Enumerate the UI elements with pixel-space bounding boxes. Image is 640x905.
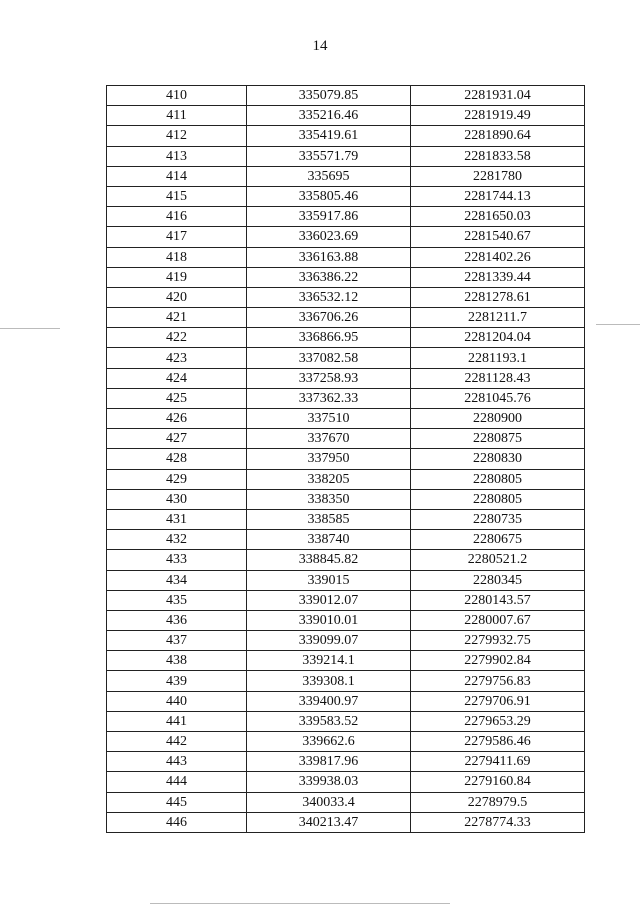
y-coordinate-cell: 2281128.43 bbox=[411, 368, 585, 388]
x-coordinate-cell: 338585 bbox=[247, 509, 411, 529]
scan-artifact-bottom bbox=[150, 903, 450, 904]
table-row bbox=[107, 732, 585, 752]
y-coordinate-cell: 2281890.64 bbox=[411, 126, 585, 146]
point-number-cell: 446 bbox=[107, 812, 247, 832]
point-number-cell: 431 bbox=[107, 509, 247, 529]
x-coordinate-cell: 337670 bbox=[247, 429, 411, 449]
point-number-cell: 413 bbox=[107, 146, 247, 166]
point-number-cell: 430 bbox=[107, 489, 247, 509]
y-coordinate-cell: 2280900 bbox=[411, 409, 585, 429]
y-coordinate-cell: 2281931.04 bbox=[411, 86, 585, 106]
x-coordinate-cell: 339662.6 bbox=[247, 732, 411, 752]
y-coordinate-cell: 2279706.91 bbox=[411, 691, 585, 711]
table-row bbox=[107, 752, 585, 772]
table-row bbox=[107, 227, 585, 247]
x-coordinate-cell: 336163.88 bbox=[247, 247, 411, 267]
x-coordinate-cell: 338350 bbox=[247, 489, 411, 509]
point-number-cell: 423 bbox=[107, 348, 247, 368]
point-number-cell: 417 bbox=[107, 227, 247, 247]
table-row bbox=[107, 207, 585, 227]
x-coordinate-cell: 335695 bbox=[247, 166, 411, 186]
point-number-cell: 437 bbox=[107, 631, 247, 651]
point-number-cell: 434 bbox=[107, 570, 247, 590]
table-row bbox=[107, 308, 585, 328]
point-number-cell: 424 bbox=[107, 368, 247, 388]
y-coordinate-cell: 2279586.46 bbox=[411, 732, 585, 752]
table-row bbox=[107, 469, 585, 489]
point-number-cell: 425 bbox=[107, 388, 247, 408]
x-coordinate-cell: 339400.97 bbox=[247, 691, 411, 711]
point-number-cell: 415 bbox=[107, 186, 247, 206]
table-row bbox=[107, 489, 585, 509]
table-row bbox=[107, 590, 585, 610]
y-coordinate-cell: 2280830 bbox=[411, 449, 585, 469]
y-coordinate-cell: 2279653.29 bbox=[411, 711, 585, 731]
x-coordinate-cell: 335419.61 bbox=[247, 126, 411, 146]
y-coordinate-cell: 2281833.58 bbox=[411, 146, 585, 166]
y-coordinate-cell: 2280143.57 bbox=[411, 590, 585, 610]
table-row bbox=[107, 86, 585, 106]
y-coordinate-cell: 2280675 bbox=[411, 530, 585, 550]
x-coordinate-cell: 338740 bbox=[247, 530, 411, 550]
table-row bbox=[107, 287, 585, 307]
x-coordinate-cell: 335805.46 bbox=[247, 186, 411, 206]
y-coordinate-cell: 2278774.33 bbox=[411, 812, 585, 832]
point-number-cell: 436 bbox=[107, 610, 247, 630]
table-row bbox=[107, 671, 585, 691]
table-row bbox=[107, 328, 585, 348]
x-coordinate-cell: 335571.79 bbox=[247, 146, 411, 166]
y-coordinate-cell: 2281780 bbox=[411, 166, 585, 186]
y-coordinate-cell: 2280805 bbox=[411, 489, 585, 509]
y-coordinate-cell: 2281402.26 bbox=[411, 247, 585, 267]
y-coordinate-cell: 2280345 bbox=[411, 570, 585, 590]
x-coordinate-cell: 339010.01 bbox=[247, 610, 411, 630]
x-coordinate-cell: 335079.85 bbox=[247, 86, 411, 106]
y-coordinate-cell: 2278979.5 bbox=[411, 792, 585, 812]
x-coordinate-cell: 337950 bbox=[247, 449, 411, 469]
scan-artifact-right bbox=[596, 324, 640, 325]
table-row bbox=[107, 368, 585, 388]
y-coordinate-cell: 2280735 bbox=[411, 509, 585, 529]
x-coordinate-cell: 336023.69 bbox=[247, 227, 411, 247]
x-coordinate-cell: 339817.96 bbox=[247, 752, 411, 772]
x-coordinate-cell: 338845.82 bbox=[247, 550, 411, 570]
table-row bbox=[107, 166, 585, 186]
y-coordinate-cell: 2281204.04 bbox=[411, 328, 585, 348]
table-row bbox=[107, 711, 585, 731]
table-row bbox=[107, 146, 585, 166]
y-coordinate-cell: 2279411.69 bbox=[411, 752, 585, 772]
table-row bbox=[107, 772, 585, 792]
y-coordinate-cell: 2281193.1 bbox=[411, 348, 585, 368]
x-coordinate-cell: 336532.12 bbox=[247, 287, 411, 307]
point-number-cell: 410 bbox=[107, 86, 247, 106]
table-row bbox=[107, 348, 585, 368]
x-coordinate-cell: 337362.33 bbox=[247, 388, 411, 408]
y-coordinate-cell: 2281650.03 bbox=[411, 207, 585, 227]
table-row bbox=[107, 691, 585, 711]
point-number-cell: 440 bbox=[107, 691, 247, 711]
x-coordinate-cell: 340213.47 bbox=[247, 812, 411, 832]
x-coordinate-cell: 337082.58 bbox=[247, 348, 411, 368]
point-number-cell: 433 bbox=[107, 550, 247, 570]
scan-artifact-left bbox=[0, 328, 60, 329]
point-number-cell: 414 bbox=[107, 166, 247, 186]
point-number-cell: 418 bbox=[107, 247, 247, 267]
y-coordinate-cell: 2281919.49 bbox=[411, 106, 585, 126]
table-row bbox=[107, 247, 585, 267]
table-row bbox=[107, 610, 585, 630]
y-coordinate-cell: 2281339.44 bbox=[411, 267, 585, 287]
y-coordinate-cell: 2279756.83 bbox=[411, 671, 585, 691]
table-row bbox=[107, 388, 585, 408]
y-coordinate-cell: 2280805 bbox=[411, 469, 585, 489]
x-coordinate-cell: 339308.1 bbox=[247, 671, 411, 691]
x-coordinate-cell: 336706.26 bbox=[247, 308, 411, 328]
y-coordinate-cell: 2280007.67 bbox=[411, 610, 585, 630]
x-coordinate-cell: 340033.4 bbox=[247, 792, 411, 812]
table-row bbox=[107, 792, 585, 812]
point-number-cell: 426 bbox=[107, 409, 247, 429]
x-coordinate-cell: 339099.07 bbox=[247, 631, 411, 651]
y-coordinate-cell: 2281278.61 bbox=[411, 287, 585, 307]
point-number-cell: 416 bbox=[107, 207, 247, 227]
table-row bbox=[107, 530, 585, 550]
x-coordinate-cell: 338205 bbox=[247, 469, 411, 489]
table-row bbox=[107, 106, 585, 126]
y-coordinate-cell: 2281045.76 bbox=[411, 388, 585, 408]
table-row bbox=[107, 409, 585, 429]
point-number-cell: 411 bbox=[107, 106, 247, 126]
point-number-cell: 412 bbox=[107, 126, 247, 146]
y-coordinate-cell: 2279902.84 bbox=[411, 651, 585, 671]
y-coordinate-cell: 2280521.2 bbox=[411, 550, 585, 570]
coordinates-table bbox=[106, 85, 585, 833]
table-row bbox=[107, 126, 585, 146]
table-row bbox=[107, 449, 585, 469]
table-row bbox=[107, 570, 585, 590]
x-coordinate-cell: 337510 bbox=[247, 409, 411, 429]
y-coordinate-cell: 2281540.67 bbox=[411, 227, 585, 247]
y-coordinate-cell: 2281744.13 bbox=[411, 186, 585, 206]
table-row bbox=[107, 651, 585, 671]
y-coordinate-cell: 2279932.75 bbox=[411, 631, 585, 651]
x-coordinate-cell: 335917.86 bbox=[247, 207, 411, 227]
x-coordinate-cell: 335216.46 bbox=[247, 106, 411, 126]
point-number-cell: 432 bbox=[107, 530, 247, 550]
point-number-cell: 421 bbox=[107, 308, 247, 328]
page-number: 14 bbox=[312, 38, 328, 54]
y-coordinate-cell: 2279160.84 bbox=[411, 772, 585, 792]
table-row bbox=[107, 812, 585, 832]
table-row bbox=[107, 631, 585, 651]
x-coordinate-cell: 336866.95 bbox=[247, 328, 411, 348]
table-row bbox=[107, 509, 585, 529]
point-number-cell: 427 bbox=[107, 429, 247, 449]
point-number-cell: 419 bbox=[107, 267, 247, 287]
x-coordinate-cell: 339015 bbox=[247, 570, 411, 590]
point-number-cell: 428 bbox=[107, 449, 247, 469]
point-number-cell: 443 bbox=[107, 752, 247, 772]
x-coordinate-cell: 339938.03 bbox=[247, 772, 411, 792]
x-coordinate-cell: 337258.93 bbox=[247, 368, 411, 388]
table-row bbox=[107, 429, 585, 449]
point-number-cell: 429 bbox=[107, 469, 247, 489]
table-row bbox=[107, 186, 585, 206]
point-number-cell: 439 bbox=[107, 671, 247, 691]
y-coordinate-cell: 2281211.7 bbox=[411, 308, 585, 328]
point-number-cell: 438 bbox=[107, 651, 247, 671]
table-row bbox=[107, 550, 585, 570]
point-number-cell: 422 bbox=[107, 328, 247, 348]
y-coordinate-cell: 2280875 bbox=[411, 429, 585, 449]
point-number-cell: 441 bbox=[107, 711, 247, 731]
x-coordinate-cell: 339012.07 bbox=[247, 590, 411, 610]
x-coordinate-cell: 336386.22 bbox=[247, 267, 411, 287]
point-number-cell: 442 bbox=[107, 732, 247, 752]
table-body bbox=[107, 86, 585, 833]
x-coordinate-cell: 339214.1 bbox=[247, 651, 411, 671]
point-number-cell: 445 bbox=[107, 792, 247, 812]
x-coordinate-cell: 339583.52 bbox=[247, 711, 411, 731]
table-row bbox=[107, 267, 585, 287]
point-number-cell: 435 bbox=[107, 590, 247, 610]
point-number-cell: 420 bbox=[107, 287, 247, 307]
point-number-cell: 444 bbox=[107, 772, 247, 792]
